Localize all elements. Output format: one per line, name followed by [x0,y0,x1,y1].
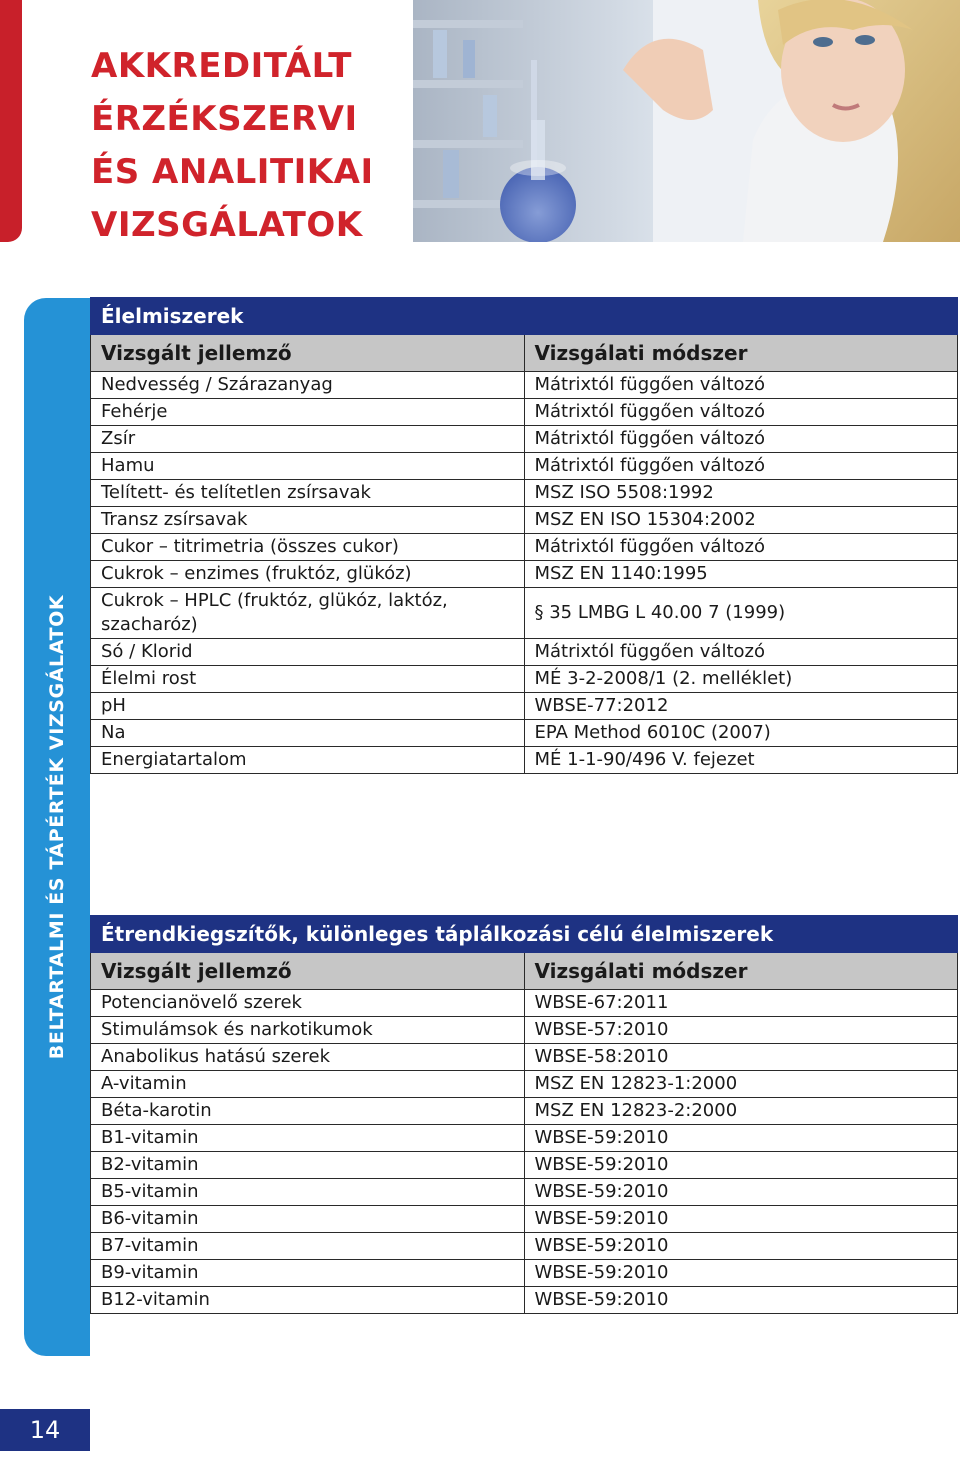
table-row [91,534,958,561]
column-header-property: Vizsgált jellemző [91,335,525,372]
table-row [91,666,958,693]
side-tab-label: BELTARTALMI ÉS TÁPÉRTÉK VIZSGÁLATOK [46,594,68,1060]
table-row [91,453,958,480]
method-cell: WBSE-67:2011 [524,990,958,1017]
supplement-table [90,915,958,1314]
property-cell: B1-vitamin [91,1125,525,1152]
property-cell: Cukrok – enzimes (fruktóz, glükóz) [91,561,525,588]
food-table [90,297,958,774]
property-cell: Anabolikus hatású szerek [91,1044,525,1071]
property-cell: pH [91,693,525,720]
property-cell: Cukor – titrimetria (összes cukor) [91,534,525,561]
property-cell: Transz zsírsavak [91,507,525,534]
table-row [91,1233,958,1260]
method-cell: MSZ EN ISO 15304:2002 [524,507,958,534]
column-header-method: Vizsgálati módszer [524,953,958,990]
table-row [91,1260,958,1287]
page-number: 14 [0,1409,90,1451]
table-row [91,561,958,588]
method-cell: WBSE-77:2012 [524,693,958,720]
method-cell: WBSE-59:2010 [524,1179,958,1206]
method-cell: Mátrixtól függően változó [524,534,958,561]
property-cell: B6-vitamin [91,1206,525,1233]
red-accent-tab [0,0,22,242]
page-title [91,40,401,252]
method-cell: Mátrixtól függően változó [524,372,958,399]
method-cell: WBSE-59:2010 [524,1260,958,1287]
method-cell: WBSE-59:2010 [524,1125,958,1152]
method-cell: WBSE-59:2010 [524,1233,958,1260]
property-cell: Zsír [91,426,525,453]
side-category-tab [24,298,90,1356]
table-row [91,747,958,774]
method-cell: MÉ 1-1-90/496 V. fejezet [524,747,958,774]
method-cell: EPA Method 6010C (2007) [524,720,958,747]
table-row [91,1098,958,1125]
column-header-row [91,335,958,372]
method-cell: MSZ ISO 5508:1992 [524,480,958,507]
property-cell: Nedvesség / Szárazanyag [91,372,525,399]
table-row [91,1044,958,1071]
table-row [91,990,958,1017]
table-row [91,1017,958,1044]
property-cell: B9-vitamin [91,1260,525,1287]
method-cell: Mátrixtól függően változó [524,399,958,426]
section-title: Étrendkiegszítők, különleges táplálkozási célú élelmiszerek [91,916,958,953]
method-cell: WBSE-58:2010 [524,1044,958,1071]
table-row [91,426,958,453]
method-cell: WBSE-59:2010 [524,1206,958,1233]
table-row [91,507,958,534]
table-row [91,639,958,666]
lab-photo [413,0,960,242]
property-cell: Hamu [91,453,525,480]
method-cell: MSZ EN 12823-1:2000 [524,1071,958,1098]
column-header-row [91,953,958,990]
column-header-method: Vizsgálati módszer [524,335,958,372]
property-cell: Fehérje [91,399,525,426]
table-row [91,1206,958,1233]
title-line-4: VIZSGÁLATOK [91,205,363,245]
property-cell: B5-vitamin [91,1179,525,1206]
property-cell: Telített- és telítetlen zsírsavak [91,480,525,507]
property-cell: Só / Klorid [91,639,525,666]
table-row [91,1152,958,1179]
property-cell: A-vitamin [91,1071,525,1098]
title-line-1: AKKREDITÁLT [91,46,352,86]
table-row [91,588,958,639]
method-cell: MSZ EN 12823-2:2000 [524,1098,958,1125]
method-cell: Mátrixtól függően változó [524,453,958,480]
method-cell: WBSE-59:2010 [524,1287,958,1314]
table-row [91,372,958,399]
property-cell: B12-vitamin [91,1287,525,1314]
section-title: Élelmiszerek [91,298,958,335]
section-header [91,298,958,335]
table-row [91,480,958,507]
table-row [91,1287,958,1314]
column-header-property: Vizsgált jellemző [91,953,525,990]
property-cell: Stimulámsok és narkotikumok [91,1017,525,1044]
table-row [91,1125,958,1152]
property-cell: B2-vitamin [91,1152,525,1179]
title-line-2: ÉRZÉKSZERVI [91,99,358,139]
property-cell: Na [91,720,525,747]
section-header [91,916,958,953]
property-cell: Béta-karotin [91,1098,525,1125]
table-row [91,693,958,720]
method-cell: MÉ 3-2-2008/1 (2. melléklet) [524,666,958,693]
property-cell: Energiatartalom [91,747,525,774]
property-cell: Élelmi rost [91,666,525,693]
property-cell: B7-vitamin [91,1233,525,1260]
method-cell: WBSE-59:2010 [524,1152,958,1179]
property-cell: Cukrok – HPLC (fruktóz, glükóz, laktóz, szacharóz) [91,588,525,639]
lab-scientist-illustration [413,0,960,242]
method-cell: WBSE-57:2010 [524,1017,958,1044]
table-row [91,1179,958,1206]
property-cell: Potencianövelő szerek [91,990,525,1017]
method-cell: MSZ EN 1140:1995 [524,561,958,588]
method-cell: Mátrixtól függően változó [524,639,958,666]
title-line-3: ÉS ANALITIKAI [91,152,374,192]
table-row [91,1071,958,1098]
table-row [91,399,958,426]
method-cell: Mátrixtól függően változó [524,426,958,453]
method-cell: § 35 LMBG L 40.00 7 (1999) [524,588,958,639]
table-row [91,720,958,747]
